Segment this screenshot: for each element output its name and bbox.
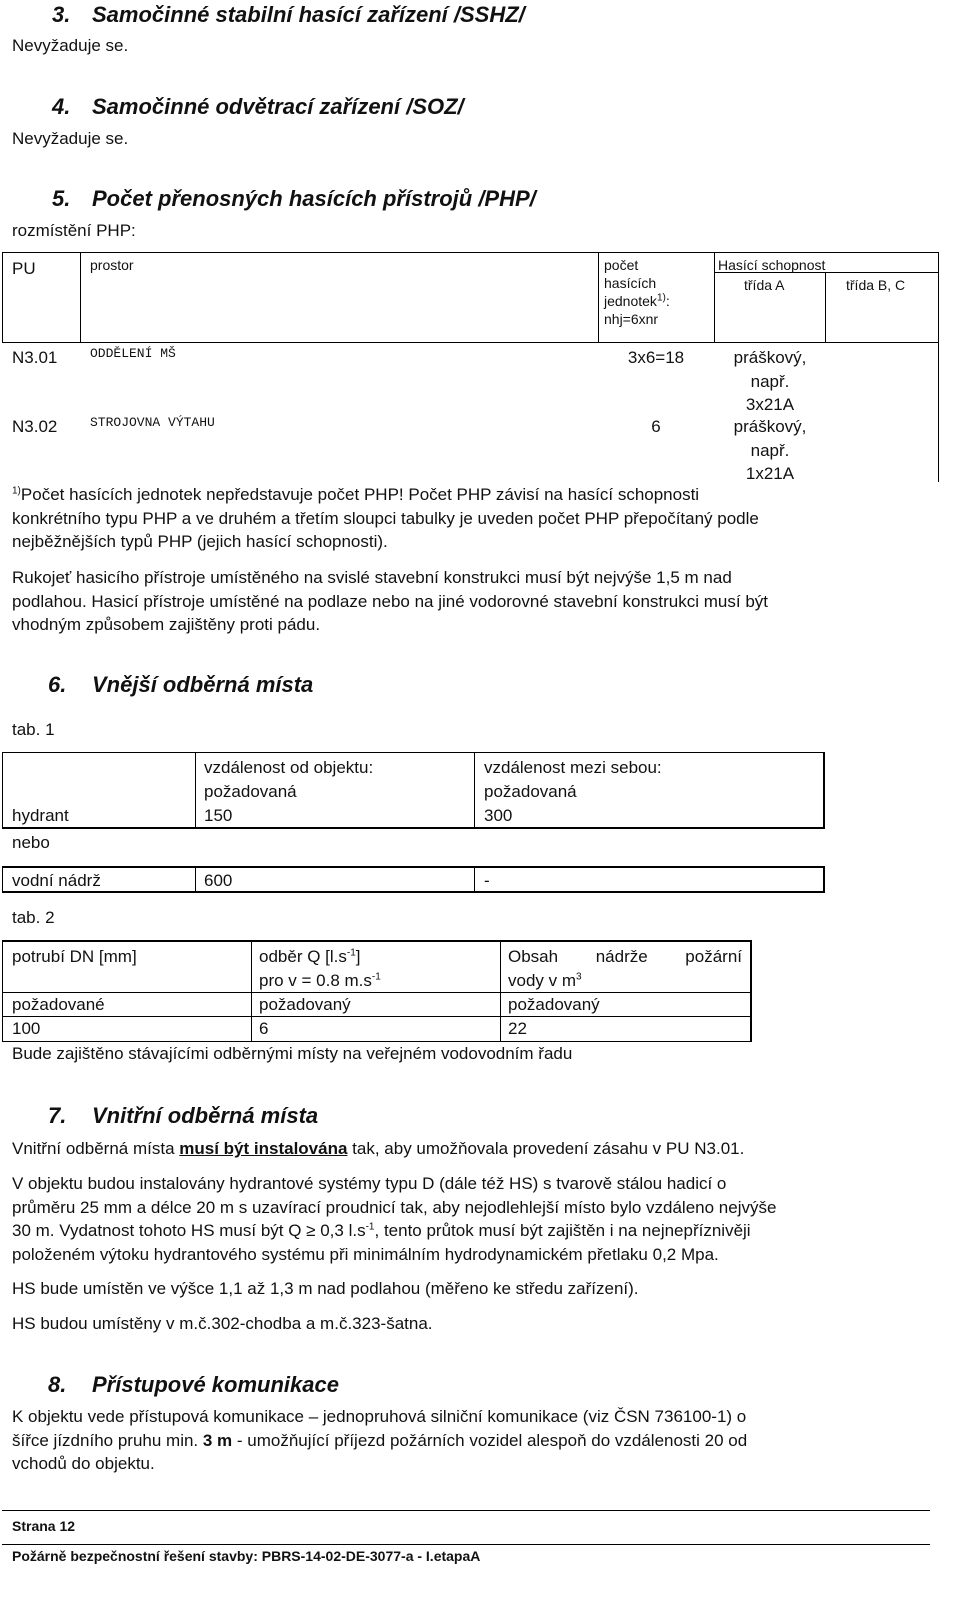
section-3-heading: 3. Samočinné stabilní hasící zařízení /SSHZ/	[52, 2, 525, 27]
footer-rule	[2, 1510, 930, 1511]
tab1-row-label: hydrant	[12, 806, 69, 825]
tab1-header-od-objektu: vzdálenost od objektu: požadovaná	[204, 758, 374, 801]
tab1-row-value: -	[484, 871, 490, 890]
tab1-header-mezi-sebou: vzdálenost mezi sebou: požadovaná	[484, 758, 662, 801]
rukojet-paragraph: Rukojeť hasicího přístroje umístěného na svislé stavební konstrukci musí být nejvýše 1,5 m nad podlahou. Hasicí přístroje umístěné na podlaze nebo na jiné vodorovné stavební konstrukci musí být vhodným způsobem zajištěny proti pádu.	[12, 568, 768, 634]
footer-document-title: Požárně bezpečnostní řešení stavby: PBRS-14-02-DE-3077-a - I.etapaA	[12, 1548, 481, 1564]
tab1-row-label: vodní nádrž	[12, 871, 101, 890]
section-7-p4: HS budou umístěny v m.č.302-chodba a m.č.323-šatna.	[12, 1314, 433, 1333]
php-row-pu: N3.01	[12, 348, 58, 367]
tab2-cell: požadované	[12, 995, 105, 1014]
tab2-label: tab. 2	[12, 908, 55, 927]
php-row-pu: N3.02	[12, 417, 58, 436]
section-4-heading: 4. Samočinné odvětrací zařízení /SOZ/	[52, 94, 464, 119]
php-header-hasici-schopnost: Hasící schopnost	[718, 257, 826, 273]
section-5-intro: rozmístění PHP:	[12, 221, 136, 240]
section-7-heading: 7. Vnitřní odběrná místa	[48, 1103, 319, 1128]
section-7-p3: HS bude umístěn ve výšce 1,1 až 1,3 m nad podlahou (měřeno ke středu zařízení).	[12, 1279, 639, 1298]
php-row-prostor: ODDĚLENÍ MŠ	[90, 346, 176, 361]
php-row-prostor: STROJOVNA VÝTAHU	[90, 415, 215, 430]
php-header-trida-bc: třída B, C	[846, 277, 906, 293]
php-row-trida-a: práškový, např. 1x21A	[733, 417, 807, 483]
tab1-row-value: 300	[484, 806, 513, 825]
php-row-pocet: 3x6=18	[627, 348, 685, 367]
footer-page-number: Strana 12	[12, 1518, 76, 1534]
section-7-p1: Vnitřní odběrná místa musí být instalována tak, aby umožňovala provedení zásahu v PU N3.01.	[12, 1139, 745, 1158]
section-7-p2: V objektu budou instalovány hydrantové systémy typu D (dále též HS) s tvarově stálou hadicí o průměru 25 mm a délce 20 m s uzavírací proudnicí tak, aby nejodlehlejší místo bylo vzdáleno nejvýše 30 m. Vydatnost tohoto HS musí být Q ≥ 0,3 $l.s^{-1}$, tento průtok musí být zajištěn i na nejnepříznivěji položeném výtoku hydrantového systému při minimálním hydrodynamickém přetlaku 0,2 Mpa.	[12, 1174, 777, 1264]
php-header-trida-a: třída A	[744, 277, 785, 293]
tab1-label: tab. 1	[12, 720, 55, 739]
php-row-pocet: 6	[651, 417, 661, 436]
tab2-header-odber: odběr Q $[l.s^{-1}]$ pro v = 0.8 $m.s^{-1}$	[259, 947, 381, 990]
tab2-header-potrubi: potrubí DN [mm]	[12, 947, 137, 966]
section-5-heading: 5. Počet přenosných hasících přístrojů /PHP/	[52, 186, 536, 211]
section-8-heading: 8. Přístupové komunikace	[48, 1372, 339, 1397]
section-6-heading: 6. Vnější odběrná místa	[48, 672, 314, 697]
tab2-footnote: Bude zajištěno stávajícími odběrnými místy na veřejném vodovodním řadu	[12, 1044, 573, 1063]
php-row-trida-a: práškový, např. 3x21A	[733, 348, 807, 414]
php-header-pocet: počet hasících jednotek$^{1)}$: nhj=6xnr	[604, 257, 670, 327]
php-header-prostor: prostor	[90, 257, 134, 273]
tab2-cell: požadovaný	[508, 995, 600, 1014]
tab1-row-value: 150	[204, 806, 233, 825]
section-8-paragraph: K objektu vede přístupová komunikace – jednopruhová silniční komunikace (viz ČSN 736100-1) o šířce jízdního pruhu min. 3 m - umožňující příjezd požárních vozidel alespoň do vzdálenosti 20 od vchodů do objektu.	[12, 1407, 748, 1473]
tab1-nebo: nebo	[12, 833, 50, 852]
tab2-header-obsah: Obsah nádrže požární vody v $m^3$	[508, 947, 742, 990]
tab2-cell: 22	[508, 1019, 527, 1038]
section-3-text: Nevyžaduje se.	[12, 36, 129, 55]
tab1-row-value: 600	[204, 871, 233, 890]
footer-rule	[2, 1544, 930, 1545]
php-note: $^{1)}$Počet hasících jednotek nepředstavuje počet PHP! Počet PHP závisí na hasící schopnosti konkrétního typu PHP a ve druhém a třetím sloupci tabulky je uveden počet PHP přepočítaný podle nejběžnějších typů PHP (jejich hasící schopnosti).	[12, 485, 759, 551]
section-4-text: Nevyžaduje se.	[12, 129, 129, 148]
tab2-cell: požadovaný	[259, 995, 351, 1014]
php-header-pu: PU	[12, 259, 36, 278]
tab2-cell: 100	[12, 1019, 41, 1038]
tab2-cell: 6	[259, 1019, 269, 1038]
